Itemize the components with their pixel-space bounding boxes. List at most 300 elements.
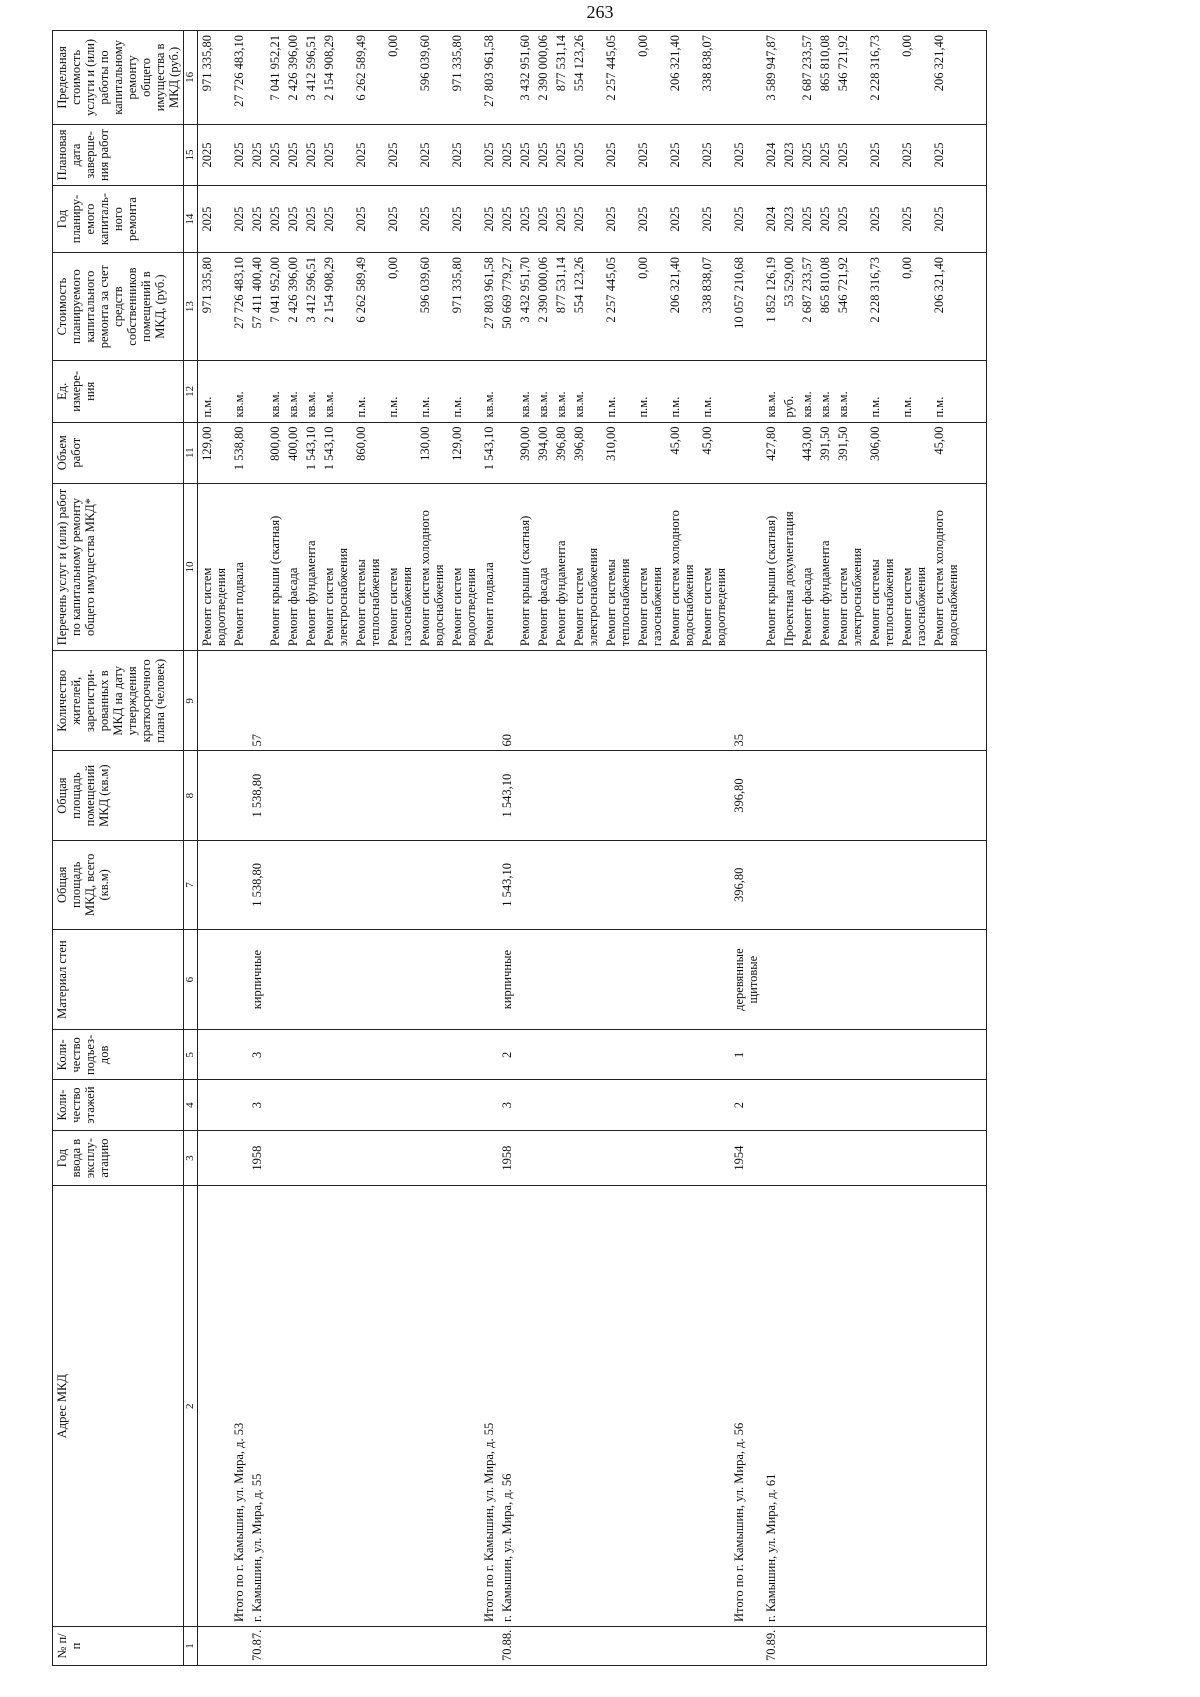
cell-work: Ремонт систем водоотведения <box>698 483 730 650</box>
cell-entrances <box>416 1030 448 1080</box>
cell-completion-date: 2025 <box>266 124 284 185</box>
cell-floors <box>480 1080 498 1130</box>
cell-work: Ремонт подвала <box>480 483 498 650</box>
cell-volume <box>248 422 266 483</box>
cell-floors: 2 <box>730 1080 762 1130</box>
cell-total-area <box>448 840 480 929</box>
cell-address <box>516 1186 534 1627</box>
cell-work: Ремонт систем холодного водоснабжения <box>416 483 448 650</box>
cell-work: Проектная документация <box>780 483 798 650</box>
col-number: 7 <box>184 840 198 929</box>
cell-year-built <box>384 1130 416 1186</box>
cell-completion-date: 2025 <box>930 124 962 185</box>
cell-entrances <box>666 1030 698 1080</box>
cell-unit: п.м. <box>384 361 416 422</box>
cell-repair-year: 2025 <box>898 186 930 253</box>
cell-repair-year: 2025 <box>384 186 416 253</box>
cell-volume: 443,00 <box>798 422 816 483</box>
cell-residents <box>570 651 602 751</box>
cell-residents <box>384 651 416 751</box>
cell-floors <box>552 1080 570 1130</box>
cell-unit: п.м. <box>698 361 730 422</box>
cell-work: Ремонт систем холодного водоснабжения <box>930 483 962 650</box>
cell-max-cost <box>498 31 516 125</box>
col-number: 15 <box>184 124 198 185</box>
cell-premises-area <box>666 751 698 840</box>
cell-num <box>302 1626 320 1665</box>
cell-address <box>416 1186 448 1627</box>
cell-repair-year: 2025 <box>730 186 762 253</box>
cell-unit: п.м. <box>930 361 962 422</box>
cell-residents <box>780 651 798 751</box>
cell-max-cost: 546 721,92 <box>834 31 866 125</box>
table-row <box>602 31 634 1666</box>
cell-wall-material <box>602 929 634 1029</box>
col-header-volume: Объем работ <box>53 422 184 483</box>
cell-cost: 2 426 396,00 <box>284 253 302 361</box>
cell-year-built <box>930 1130 962 1186</box>
cell-total-area: 396,80 <box>730 840 762 929</box>
cell-premises-area <box>816 751 834 840</box>
page-number: 263 <box>586 2 614 22</box>
cell-total-area <box>634 840 666 929</box>
cell-premises-area <box>634 751 666 840</box>
cell-num: 70.88. <box>498 1626 516 1665</box>
cell-address <box>780 1186 798 1627</box>
cell-total-area <box>666 840 698 929</box>
cell-residents <box>198 651 231 751</box>
cell-address: г. Камышин, ул. Мира, д. 55 <box>248 1186 266 1627</box>
cell-completion-date: 2025 <box>570 124 602 185</box>
cell-unit: кв.м. <box>798 361 816 422</box>
col-number: 16 <box>184 31 198 125</box>
cell-completion-date: 2025 <box>866 124 898 185</box>
cell-address <box>834 1186 866 1627</box>
col-header-total-area: Общая площадь МКД, всего (кв.м) <box>53 840 184 929</box>
cell-address: Итого по г. Камышин, ул. Мира, д. 56 <box>730 1186 762 1627</box>
cell-address <box>384 1186 416 1627</box>
cell-premises-area <box>352 751 384 840</box>
cell-repair-year: 2025 <box>198 186 231 253</box>
cell-year-built <box>570 1130 602 1186</box>
cell-premises-area <box>230 751 248 840</box>
cell-max-cost <box>248 31 266 125</box>
cell-work: Ремонт систем газоснабжения <box>634 483 666 650</box>
repair-plan-table <box>52 30 987 1666</box>
cell-volume: 394,00 <box>534 422 552 483</box>
empty-cell <box>962 31 987 125</box>
cell-entrances <box>866 1030 898 1080</box>
cell-num <box>730 1626 762 1665</box>
cell-completion-date: 2025 <box>498 124 516 185</box>
empty-cell <box>962 483 987 650</box>
cell-entrances <box>552 1030 570 1080</box>
cell-repair-year: 2025 <box>816 186 834 253</box>
table-row <box>834 31 866 1666</box>
cell-cost: 2 687 233,57 <box>798 253 816 361</box>
cell-residents <box>284 651 302 751</box>
cell-num <box>570 1626 602 1665</box>
table-row <box>516 31 534 1666</box>
cell-floors <box>634 1080 666 1130</box>
cell-total-area <box>352 840 384 929</box>
cell-entrances <box>448 1030 480 1080</box>
cell-cost: 865 810,08 <box>816 253 834 361</box>
cell-completion-date: 2024 <box>762 124 780 185</box>
cell-volume: 1 543,10 <box>302 422 320 483</box>
cell-floors <box>602 1080 634 1130</box>
cell-total-area <box>866 840 898 929</box>
cell-entrances <box>284 1030 302 1080</box>
cell-year-built <box>416 1130 448 1186</box>
cell-wall-material <box>302 929 320 1029</box>
cell-num <box>666 1626 698 1665</box>
cell-cost: 3 412 596,51 <box>302 253 320 361</box>
cell-unit: кв.м. <box>570 361 602 422</box>
cell-total-area <box>762 840 780 929</box>
table-row <box>930 31 962 1666</box>
table-row <box>570 31 602 1666</box>
cell-unit: кв.м. <box>834 361 866 422</box>
cell-address <box>698 1186 730 1627</box>
cell-max-cost: 877 531,14 <box>552 31 570 125</box>
cell-completion-date: 2025 <box>898 124 930 185</box>
cell-num <box>866 1626 898 1665</box>
cell-wall-material <box>930 929 962 1029</box>
cell-residents <box>666 651 698 751</box>
cell-completion-date: 2025 <box>230 124 248 185</box>
empty-cell <box>962 929 987 1029</box>
cell-completion-date: 2023 <box>780 124 798 185</box>
cell-wall-material <box>552 929 570 1029</box>
col-number: 6 <box>184 929 198 1029</box>
cell-completion-date: 2025 <box>666 124 698 185</box>
cell-floors <box>230 1080 248 1130</box>
cell-entrances <box>930 1030 962 1080</box>
column-number-row <box>184 31 198 1666</box>
cell-floors <box>780 1080 798 1130</box>
cell-num <box>320 1626 352 1665</box>
cell-total-area <box>816 840 834 929</box>
cell-volume <box>898 422 930 483</box>
cell-wall-material <box>516 929 534 1029</box>
cell-residents <box>866 651 898 751</box>
cell-wall-material <box>762 929 780 1029</box>
cell-premises-area <box>516 751 534 840</box>
cell-cost: 596 039,60 <box>416 253 448 361</box>
cell-residents <box>302 651 320 751</box>
col-number: 4 <box>184 1080 198 1130</box>
cell-volume: 45,00 <box>698 422 730 483</box>
cell-cost: 0,00 <box>898 253 930 361</box>
cell-volume: 45,00 <box>930 422 962 483</box>
cell-year-built <box>666 1130 698 1186</box>
cell-residents <box>816 651 834 751</box>
cell-unit: кв.м. <box>302 361 320 422</box>
cell-residents <box>698 651 730 751</box>
cell-completion-date: 2025 <box>448 124 480 185</box>
cell-total-area <box>898 840 930 929</box>
cell-completion-date: 2025 <box>730 124 762 185</box>
cell-num <box>230 1626 248 1665</box>
cell-completion-date: 2025 <box>834 124 866 185</box>
cell-premises-area <box>534 751 552 840</box>
cell-year-built <box>448 1130 480 1186</box>
cell-year-built <box>480 1130 498 1186</box>
cell-cost: 6 262 589,49 <box>352 253 384 361</box>
cell-floors <box>698 1080 730 1130</box>
cell-entrances <box>534 1030 552 1080</box>
cell-cost: 971 335,80 <box>198 253 231 361</box>
cell-premises-area <box>416 751 448 840</box>
cell-num <box>602 1626 634 1665</box>
cell-floors <box>302 1080 320 1130</box>
cell-total-area <box>552 840 570 929</box>
cell-residents <box>930 651 962 751</box>
cell-year-built <box>698 1130 730 1186</box>
cell-year-built <box>198 1130 231 1186</box>
col-number: 12 <box>184 361 198 422</box>
cell-total-area <box>198 840 231 929</box>
cell-unit: п.м. <box>416 361 448 422</box>
table-row <box>698 31 730 1666</box>
table-row <box>416 31 448 1666</box>
cell-unit: п.м. <box>898 361 930 422</box>
cell-completion-date: 2025 <box>516 124 534 185</box>
cell-floors <box>930 1080 962 1130</box>
cell-num <box>480 1626 498 1665</box>
cell-premises-area <box>834 751 866 840</box>
cell-address <box>284 1186 302 1627</box>
cell-max-cost: 2 687 233,57 <box>798 31 816 125</box>
cell-total-area <box>602 840 634 929</box>
cell-max-cost: 971 335,80 <box>448 31 480 125</box>
cell-floors <box>898 1080 930 1130</box>
cell-residents <box>230 651 248 751</box>
cell-volume: 800,00 <box>266 422 284 483</box>
cell-work <box>498 483 516 650</box>
cell-repair-year: 2024 <box>762 186 780 253</box>
cell-year-built <box>634 1130 666 1186</box>
cell-completion-date: 2025 <box>602 124 634 185</box>
cell-floors: 3 <box>498 1080 516 1130</box>
empty-cell <box>962 124 987 185</box>
cell-unit: п.м. <box>448 361 480 422</box>
cell-total-area <box>798 840 816 929</box>
cell-premises-area: 1 538,80 <box>248 751 266 840</box>
cell-wall-material <box>266 929 284 1029</box>
cell-premises-area <box>570 751 602 840</box>
cell-address <box>198 1186 231 1627</box>
cell-work: Ремонт фасада <box>534 483 552 650</box>
table-row <box>480 31 498 1666</box>
cell-floors <box>798 1080 816 1130</box>
cell-repair-year: 2025 <box>320 186 352 253</box>
cell-wall-material <box>698 929 730 1029</box>
cell-residents <box>534 651 552 751</box>
cell-premises-area <box>448 751 480 840</box>
cell-residents <box>448 651 480 751</box>
cell-volume: 1 538,80 <box>230 422 248 483</box>
cell-max-cost: 2 426 396,00 <box>284 31 302 125</box>
cell-entrances <box>198 1030 231 1080</box>
cell-wall-material <box>284 929 302 1029</box>
table-row <box>448 31 480 1666</box>
cell-total-area <box>930 840 962 929</box>
cell-entrances <box>834 1030 866 1080</box>
cell-address <box>930 1186 962 1627</box>
empty-cell <box>962 840 987 929</box>
cell-wall-material <box>352 929 384 1029</box>
cell-wall-material <box>866 929 898 1029</box>
cell-year-built <box>266 1130 284 1186</box>
cell-premises-area <box>284 751 302 840</box>
col-number: 2 <box>184 1186 198 1627</box>
cell-volume: 1 543,10 <box>480 422 498 483</box>
table-row <box>198 31 231 1666</box>
cell-total-area <box>834 840 866 929</box>
cell-premises-area <box>266 751 284 840</box>
empty-cell <box>962 422 987 483</box>
cell-total-area <box>570 840 602 929</box>
cell-repair-year: 2025 <box>570 186 602 253</box>
cell-residents: 57 <box>248 651 266 751</box>
cell-unit: кв.м. <box>516 361 534 422</box>
cell-floors <box>384 1080 416 1130</box>
cell-work: Ремонт крыши (скатная) <box>516 483 534 650</box>
cell-num <box>552 1626 570 1665</box>
cell-floors <box>198 1080 231 1130</box>
cell-work: Ремонт систем холодного водоснабжения <box>666 483 698 650</box>
cell-address <box>448 1186 480 1627</box>
cell-premises-area <box>762 751 780 840</box>
cell-entrances <box>516 1030 534 1080</box>
col-number: 1 <box>184 1626 198 1665</box>
cell-repair-year: 2025 <box>602 186 634 253</box>
cell-wall-material <box>416 929 448 1029</box>
cell-num <box>798 1626 816 1665</box>
cell-year-built <box>898 1130 930 1186</box>
cell-premises-area <box>198 751 231 840</box>
cell-total-area <box>516 840 534 929</box>
cell-premises-area <box>480 751 498 840</box>
cell-entrances <box>634 1030 666 1080</box>
cell-address <box>534 1186 552 1627</box>
table-row <box>762 31 780 1666</box>
cell-address: Итого по г. Камышин, ул. Мира, д. 55 <box>480 1186 498 1627</box>
cell-repair-year: 2025 <box>930 186 962 253</box>
cell-cost: 2 228 316,73 <box>866 253 898 361</box>
cell-unit: кв.м. <box>534 361 552 422</box>
cell-entrances <box>780 1030 798 1080</box>
cell-repair-year: 2025 <box>284 186 302 253</box>
cell-cost: 877 531,14 <box>552 253 570 361</box>
cell-max-cost: 554 123,26 <box>570 31 602 125</box>
cell-unit: кв.м. <box>230 361 248 422</box>
cell-address: г. Камышин, ул. Мира, д. 61 <box>762 1186 780 1627</box>
cell-repair-year: 2025 <box>552 186 570 253</box>
cell-wall-material <box>320 929 352 1029</box>
cell-cost: 50 669 779,27 <box>498 253 516 361</box>
cell-completion-date: 2025 <box>816 124 834 185</box>
cell-volume: 391,50 <box>834 422 866 483</box>
table-row <box>384 31 416 1666</box>
cell-work: Ремонт систем газоснабжения <box>384 483 416 650</box>
cell-address <box>898 1186 930 1627</box>
cell-floors <box>570 1080 602 1130</box>
table-row <box>320 31 352 1666</box>
cell-year-built <box>798 1130 816 1186</box>
cell-wall-material <box>666 929 698 1029</box>
cell-year-built <box>816 1130 834 1186</box>
cell-year-built: 1958 <box>248 1130 266 1186</box>
cell-work <box>248 483 266 650</box>
cell-year-built <box>552 1130 570 1186</box>
col-header-residents: Количество жителей, зарегистри-рованных в МКД на дату утверждения краткосрочного плана (человек) <box>53 651 184 751</box>
cell-premises-area <box>698 751 730 840</box>
cell-cost: 7 041 952,00 <box>266 253 284 361</box>
cell-repair-year: 2025 <box>248 186 266 253</box>
cell-repair-year: 2025 <box>302 186 320 253</box>
cell-unit: кв.м. <box>762 361 780 422</box>
cell-num <box>198 1626 231 1665</box>
cell-num: 70.87. <box>248 1626 266 1665</box>
cell-repair-year: 2025 <box>634 186 666 253</box>
cell-total-area <box>480 840 498 929</box>
cell-year-built: 1958 <box>498 1130 516 1186</box>
table-row <box>634 31 666 1666</box>
cell-cost: 3 432 951,70 <box>516 253 534 361</box>
cell-floors <box>816 1080 834 1130</box>
cell-address <box>666 1186 698 1627</box>
cell-wall-material <box>534 929 552 1029</box>
cell-max-cost: 2 257 445,05 <box>602 31 634 125</box>
cell-entrances: 3 <box>248 1030 266 1080</box>
cell-wall-material <box>384 929 416 1029</box>
cell-unit: кв.м. <box>552 361 570 422</box>
cell-year-built <box>516 1130 534 1186</box>
cell-repair-year: 2025 <box>516 186 534 253</box>
empty-cell <box>962 1186 987 1627</box>
cell-num <box>384 1626 416 1665</box>
empty-cell <box>962 253 987 361</box>
cell-year-built <box>534 1130 552 1186</box>
cell-repair-year: 2025 <box>480 186 498 253</box>
cell-cost: 2 257 445,05 <box>602 253 634 361</box>
cell-max-cost: 3 432 951,60 <box>516 31 534 125</box>
cell-num <box>266 1626 284 1665</box>
cell-floors <box>416 1080 448 1130</box>
cell-entrances <box>384 1030 416 1080</box>
cell-cost: 53 529,00 <box>780 253 798 361</box>
cell-work: Ремонт систем газоснабжения <box>898 483 930 650</box>
cell-wall-material <box>448 929 480 1029</box>
cell-completion-date: 2025 <box>698 124 730 185</box>
col-number: 5 <box>184 1030 198 1080</box>
cell-year-built <box>834 1130 866 1186</box>
cell-entrances <box>266 1030 284 1080</box>
col-number: 9 <box>184 651 198 751</box>
cell-address <box>570 1186 602 1627</box>
empty-cell <box>962 651 987 751</box>
cell-address: Итого по г. Камышин, ул. Мира, д. 53 <box>230 1186 248 1627</box>
table-row <box>816 31 834 1666</box>
col-header-wall-material: Материал стен <box>53 929 184 1029</box>
cell-unit: кв.м. <box>320 361 352 422</box>
table-row <box>284 31 302 1666</box>
cell-work: Ремонт фундамента <box>552 483 570 650</box>
cell-unit: руб. <box>780 361 798 422</box>
